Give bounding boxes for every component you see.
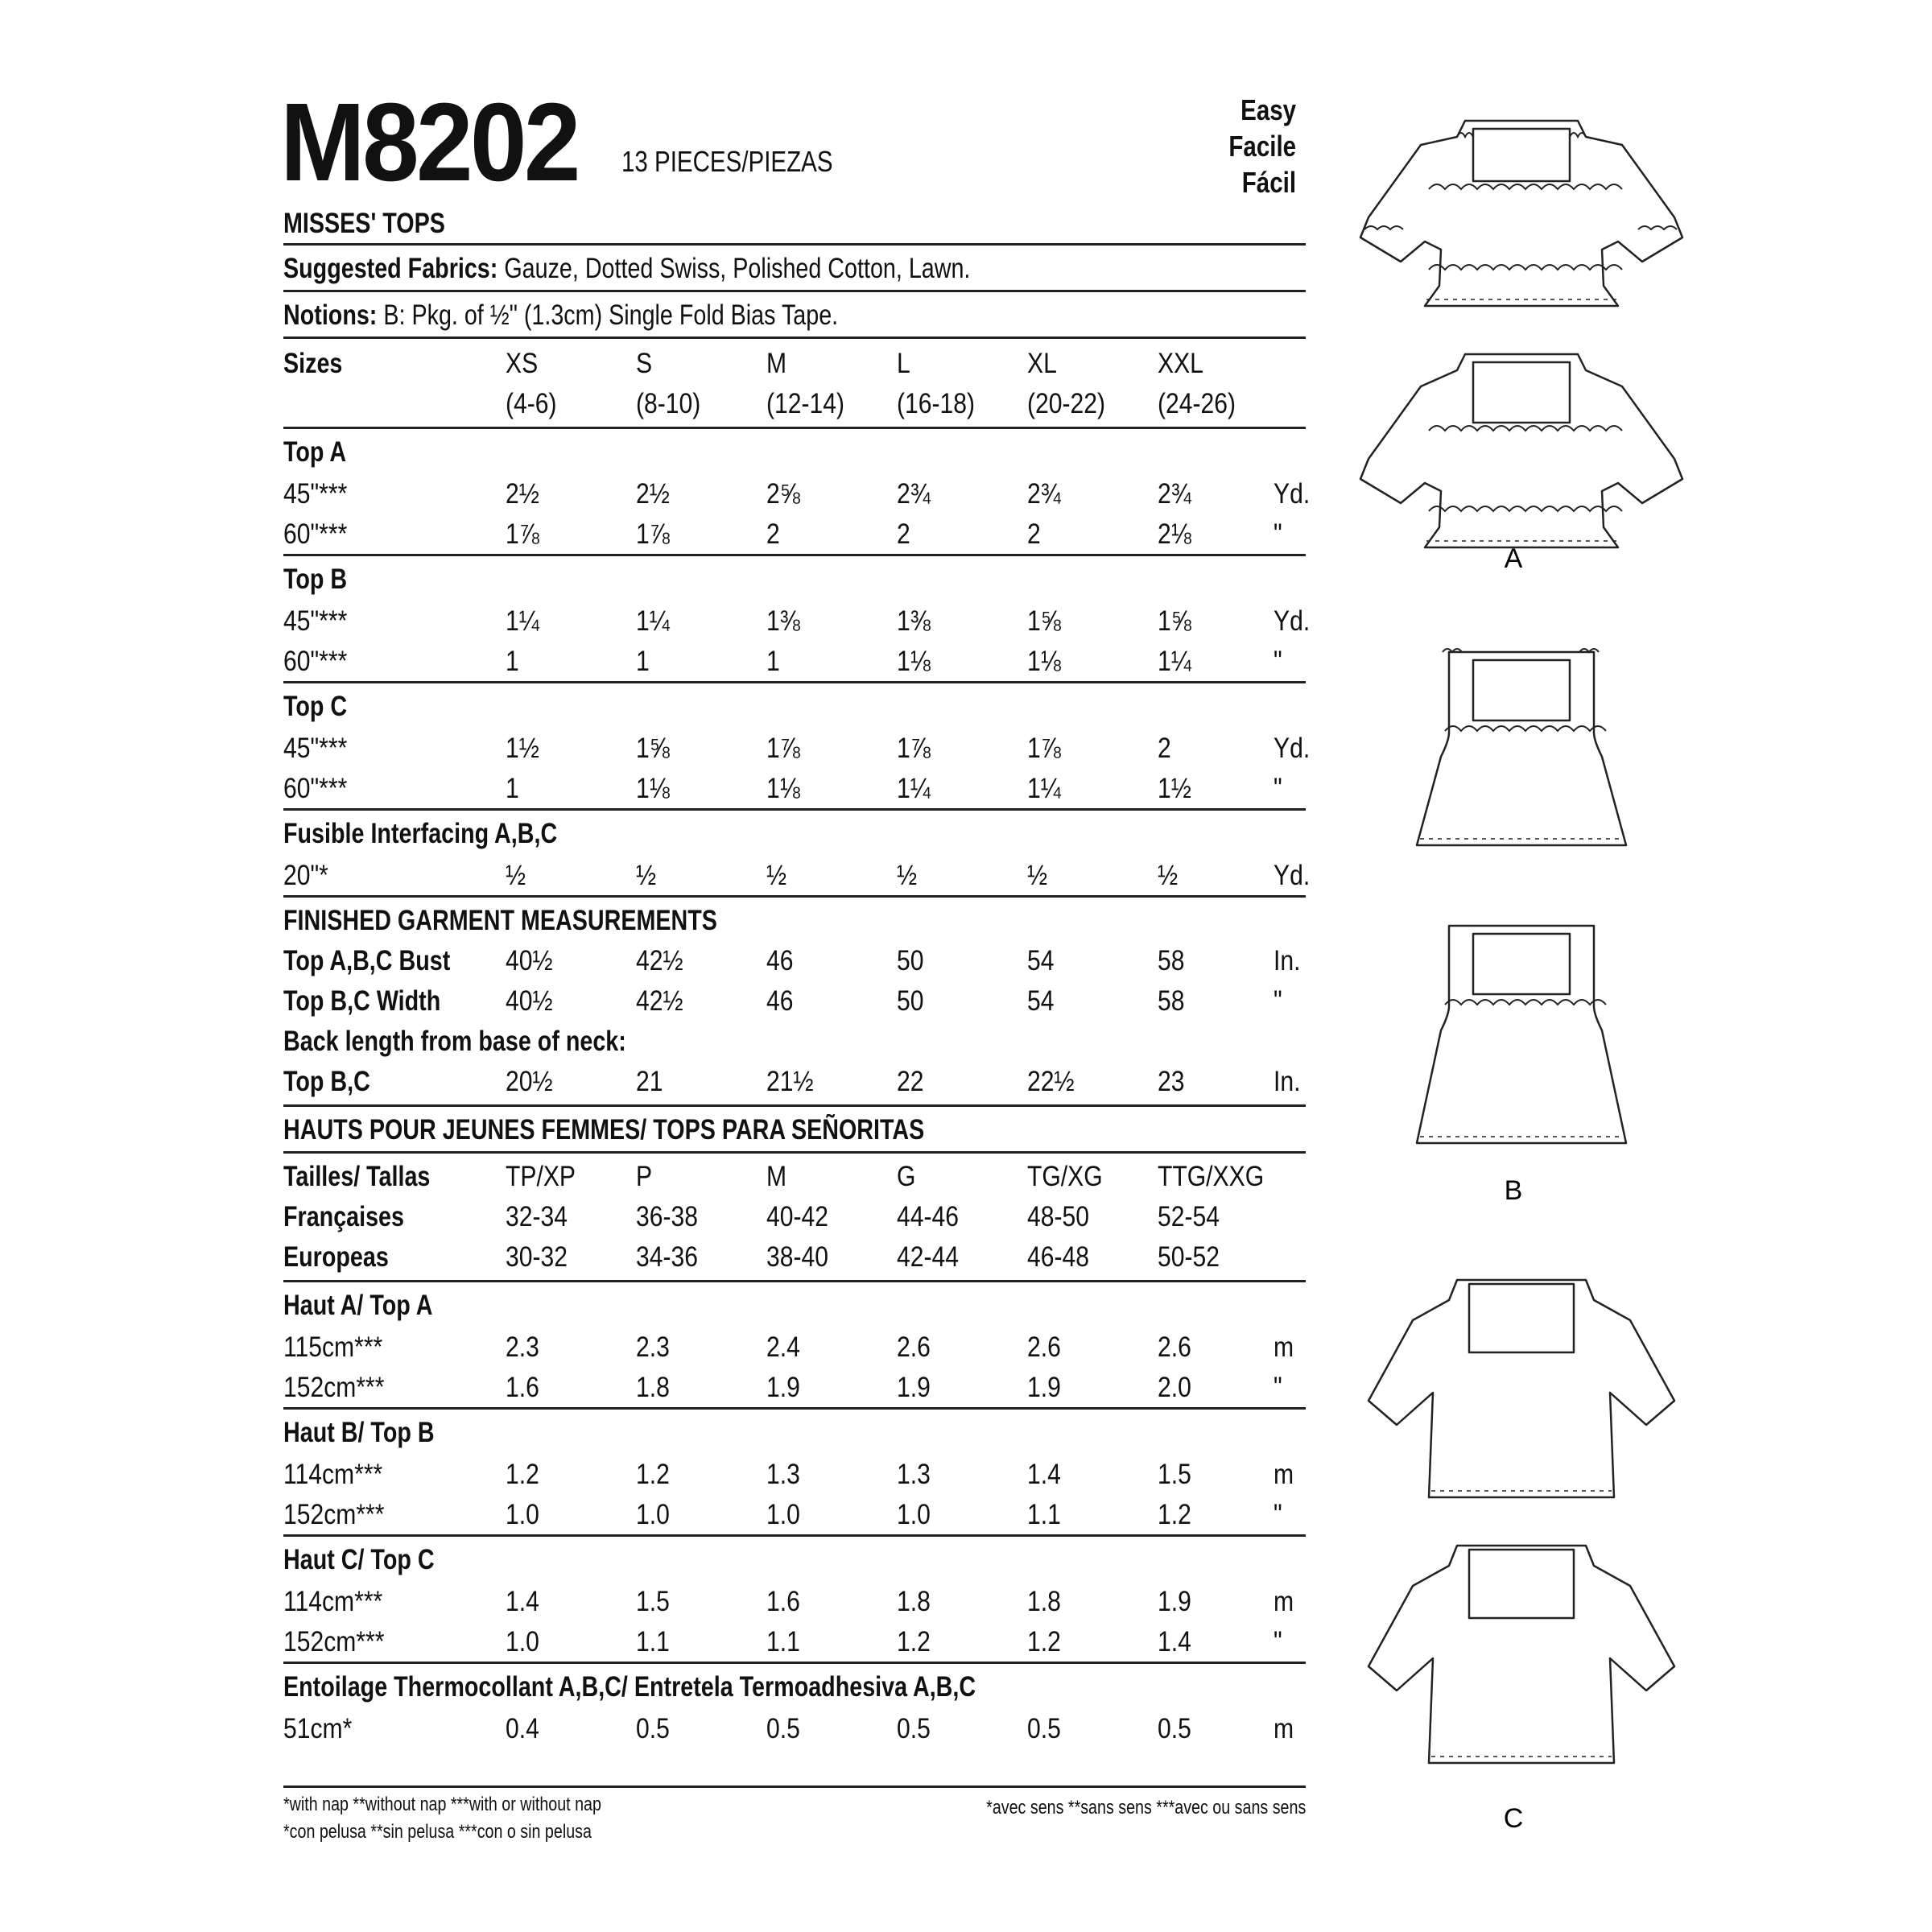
size-name: XS [506, 348, 539, 379]
europeas-value: 46-48 [1027, 1241, 1089, 1273]
haut-b-row-value: 1.4 [1027, 1459, 1061, 1490]
europeas-value: 30-32 [506, 1241, 568, 1273]
view-a-front-sketch [1360, 121, 1682, 306]
haut-b-row-value: 1.3 [897, 1459, 931, 1490]
haut-a-row-value: 2.6 [1027, 1331, 1061, 1363]
footnote-english: *with nap **without nap ***with or without nap [283, 1794, 601, 1815]
francaises-label: Françaises [283, 1201, 404, 1232]
francaises-value: 32-34 [506, 1201, 568, 1232]
haut-c-row-value: 1.6 [766, 1586, 800, 1617]
haut-a-row-value: 2.6 [897, 1331, 931, 1363]
sizes-label: Sizes [283, 348, 343, 379]
top-c-row-value: 1½ [506, 733, 539, 764]
haut-a-row-unit: " [1274, 1372, 1282, 1403]
size-name: XL [1027, 348, 1057, 379]
top-a-row-label: 60"*** [283, 518, 348, 550]
haut-b-row-value: 1.0 [897, 1499, 931, 1530]
haut-b-row-value: 1.0 [506, 1499, 539, 1530]
tailles-value: TG/XG [1027, 1161, 1103, 1192]
length-value: 22 [897, 1066, 924, 1097]
divider [283, 1407, 1306, 1410]
haut-a-row-label: 152cm*** [283, 1372, 385, 1403]
measurements-title: FINISHED GARMENT MEASUREMENTS [283, 905, 717, 936]
top-b-row-value: 1¼ [506, 605, 539, 637]
size-range: (24-26) [1158, 388, 1236, 419]
footnote-spanish: *con pelusa **sin pelusa ***con o sin pelusa [283, 1821, 592, 1843]
haut-c-row-label: 152cm*** [283, 1626, 385, 1657]
footnote-french: *avec sens **sans sens ***avec ou sans sens [985, 1797, 1306, 1818]
notions-label: Notions: [283, 299, 378, 331]
pattern-title: MISSES' TOPS [283, 208, 445, 239]
haut-b-row-label: 114cm*** [283, 1459, 383, 1490]
tailles-label: Tailles/ Tallas [283, 1161, 431, 1192]
top-a-row-value: 2½ [506, 478, 539, 510]
haut-c-row-value: 1.1 [766, 1626, 800, 1657]
haut-a-row-value: 2.4 [766, 1331, 800, 1363]
size-name: L [897, 348, 910, 379]
top-b-row-label: 60"*** [283, 646, 348, 677]
top-c-row-value: 1⅞ [1027, 733, 1061, 764]
interfacing-row-value: ½ [1027, 860, 1048, 891]
top-b-row-label: 45"*** [283, 605, 348, 637]
top-a-row-value: 2¾ [1158, 478, 1191, 510]
haut-a-row-label: 115cm*** [283, 1331, 383, 1363]
width-value: 42½ [636, 985, 683, 1017]
interfacing-row-value: ½ [1158, 860, 1179, 891]
width-value: 50 [897, 985, 924, 1017]
haut-c-row-value: 1.0 [506, 1626, 539, 1657]
divider [283, 1662, 1306, 1664]
interfacing-row-label: 20"* [283, 860, 328, 891]
difficulty-es: Fácil [1241, 166, 1296, 199]
entoilage-row-value: 0.4 [506, 1713, 539, 1744]
top-a-row-value: 2⅛ [1158, 518, 1191, 550]
interfacing-row-unit: Yd. [1274, 860, 1311, 891]
top-a-row-value: 2½ [636, 478, 670, 510]
bust-value: 46 [766, 945, 794, 976]
entoilage-row-value: 0.5 [1027, 1713, 1061, 1744]
haut-b-title: Haut B/ Top B [283, 1417, 435, 1448]
haut-a-row-value: 1.9 [897, 1372, 931, 1403]
europeas-value: 34-36 [636, 1241, 698, 1273]
haut-b-row-value: 1.2 [1158, 1499, 1191, 1530]
width-value: 40½ [506, 985, 553, 1017]
top-c-row-value: 1½ [1158, 773, 1191, 804]
notions [283, 299, 838, 332]
divider [283, 427, 1306, 429]
width-value: 58 [1158, 985, 1185, 1017]
haut-b-row-value: 1.2 [636, 1459, 670, 1490]
haut-c-row-unit: m [1274, 1586, 1294, 1617]
view-a-back-sketch [1360, 354, 1682, 547]
divider [283, 1785, 1306, 1788]
top-a-row-unit: Yd. [1274, 478, 1311, 510]
haut-a-row-unit: m [1274, 1331, 1294, 1363]
divider [283, 808, 1306, 811]
francaises-value: 36-38 [636, 1201, 698, 1232]
europeas-value: 50-52 [1158, 1241, 1220, 1273]
europeas-label: Europeas [283, 1241, 389, 1273]
divider [283, 1534, 1306, 1537]
size-range: (4-6) [506, 388, 557, 419]
top-a-row-value: 2¾ [1027, 478, 1061, 510]
length-value: 20½ [506, 1066, 553, 1097]
length-value: 23 [1158, 1066, 1185, 1097]
haut-a-row-value: 2.3 [636, 1331, 670, 1363]
interfacing-row-value: ½ [506, 860, 526, 891]
bust-value: 50 [897, 945, 924, 976]
top-a-title: Top A [283, 436, 347, 468]
bust-unit: In. [1274, 945, 1301, 976]
length-value: 21½ [766, 1066, 814, 1097]
haut-c-row-value: 1.2 [1027, 1626, 1061, 1657]
haut-b-row-unit: m [1274, 1459, 1294, 1490]
top-c-row-value: 1⅞ [897, 733, 931, 764]
top-b-row-value: 1⅛ [1027, 646, 1061, 677]
top-c-row-label: 45"*** [283, 733, 348, 764]
difficulty-en: Easy [1241, 93, 1296, 126]
view-label-c: C [1503, 1803, 1524, 1834]
divider [283, 243, 1306, 246]
top-a-row-value: 1⅞ [636, 518, 670, 550]
divider [283, 1151, 1306, 1154]
haut-c-row-value: 1.8 [897, 1586, 931, 1617]
tailles-value: G [897, 1161, 916, 1192]
pattern-number: M8202 [280, 80, 578, 204]
size-range: (16-18) [897, 388, 976, 419]
europeas-value: 42-44 [897, 1241, 959, 1273]
haut-a-row-value: 1.8 [636, 1372, 670, 1403]
francaises-value: 40-42 [766, 1201, 828, 1232]
bust-value: 54 [1027, 945, 1055, 976]
divider [283, 681, 1306, 683]
size-range: (8-10) [636, 388, 701, 419]
top-c-row-value: 1⅝ [636, 733, 670, 764]
top-b-row-value: 1 [766, 646, 780, 677]
width-value: 46 [766, 985, 794, 1017]
entoilage-row-value: 0.5 [1158, 1713, 1191, 1744]
fabrics-text: Gauze, Dotted Swiss, Polished Cotton, Lawn. [504, 253, 971, 284]
haut-b-row-value: 1.3 [766, 1459, 800, 1490]
size-range: (12-14) [766, 388, 845, 419]
divider [283, 895, 1306, 898]
top-b-row-unit: " [1274, 646, 1282, 677]
haut-c-row-label: 114cm*** [283, 1586, 383, 1617]
top-c-row-value: 1¼ [897, 773, 931, 804]
top-b-row-unit: Yd. [1274, 605, 1311, 637]
top-b-row-value: 1¼ [636, 605, 670, 637]
notions-text: B: Pkg. of ½" (1.3cm) Single Fold Bias Tape. [383, 299, 839, 331]
entoilage-row-unit: m [1274, 1713, 1294, 1744]
top-b-row-value: 1⅜ [897, 605, 931, 637]
top-c-row-unit: " [1274, 773, 1282, 804]
bust-value: 40½ [506, 945, 553, 976]
europeas-value: 38-40 [766, 1241, 828, 1273]
divider [283, 336, 1306, 339]
top-a-row-value: 2 [1027, 518, 1041, 550]
top-b-row-value: 1¼ [1158, 646, 1191, 677]
size-range: (20-22) [1027, 388, 1106, 419]
suggested-fabrics [283, 253, 970, 285]
top-c-title: Top C [283, 691, 348, 722]
top-b-row-value: 1⅝ [1027, 605, 1061, 637]
top-b-title: Top B [283, 564, 348, 595]
haut-c-row-value: 1.8 [1027, 1586, 1061, 1617]
haut-a-row-value: 2.3 [506, 1331, 539, 1363]
tailles-value: TP/XP [506, 1161, 576, 1192]
divider [283, 1104, 1306, 1107]
francaises-value: 52-54 [1158, 1201, 1220, 1232]
top-a-row-unit: " [1274, 518, 1282, 550]
top-b-row-value: 1 [506, 646, 519, 677]
size-name: S [636, 348, 653, 379]
top-b-row-value: 1⅛ [897, 646, 931, 677]
haut-a-title: Haut A/ Top A [283, 1290, 433, 1321]
top-c-row-value: 1⅛ [766, 773, 800, 804]
haut-a-row-value: 2.0 [1158, 1372, 1191, 1403]
interfacing-row-value: ½ [636, 860, 657, 891]
top-c-row-value: 1¼ [1027, 773, 1061, 804]
tailles-value: M [766, 1161, 787, 1192]
haut-c-row-value: 1.4 [506, 1586, 539, 1617]
bust-label: Top A,B,C Bust [283, 945, 451, 976]
entoilage-row-label: 51cm* [283, 1713, 353, 1744]
length-value: 21 [636, 1066, 663, 1097]
entoilage-title: Entoilage Thermocollant A,B,C/ Entretela Termoadhesiva A,B,C [283, 1671, 976, 1703]
interfacing-row-value: ½ [897, 860, 918, 891]
width-value: 54 [1027, 985, 1055, 1017]
view-b-front-sketch [1417, 649, 1626, 845]
top-a-row-value: 2 [766, 518, 780, 550]
top-c-row-label: 60"*** [283, 773, 348, 804]
view-b-back-sketch [1417, 926, 1626, 1143]
tailles-value: P [636, 1161, 653, 1192]
haut-a-row-value: 1.9 [766, 1372, 800, 1403]
interfacing-title: Fusible Interfacing A,B,C [283, 818, 558, 849]
haut-a-row-value: 1.9 [1027, 1372, 1061, 1403]
fabrics-label: Suggested Fabrics: [283, 253, 498, 284]
top-c-row-value: 1⅞ [766, 733, 800, 764]
divider [283, 290, 1306, 292]
view-label-b: B [1504, 1175, 1523, 1206]
francaises-value: 44-46 [897, 1201, 959, 1232]
back-length-label: Back length from base of neck: [283, 1026, 626, 1057]
haut-a-row-value: 2.6 [1158, 1331, 1191, 1363]
top-a-row-value: 2 [897, 518, 910, 550]
top-c-row-value: 1⅛ [636, 773, 670, 804]
top-c-row-value: 1 [506, 773, 519, 804]
haut-a-row-value: 1.6 [506, 1372, 539, 1403]
top-b-row-value: 1⅝ [1158, 605, 1191, 637]
haut-c-row-unit: " [1274, 1626, 1282, 1657]
haut-b-row-value: 1.5 [1158, 1459, 1191, 1490]
top-a-row-value: 2¾ [897, 478, 931, 510]
top-a-row-label: 45"*** [283, 478, 348, 510]
size-name: M [766, 348, 787, 379]
view-c-front-sketch [1368, 1280, 1674, 1497]
bust-value: 42½ [636, 945, 683, 976]
width-unit: " [1274, 985, 1282, 1017]
top-b-row-value: 1 [636, 646, 650, 677]
top-c-row-value: 2 [1158, 733, 1171, 764]
difficulty-fr: Facile [1228, 130, 1296, 163]
haut-b-row-value: 1.0 [766, 1499, 800, 1530]
haut-c-row-value: 1.2 [897, 1626, 931, 1657]
top-c-row-unit: Yd. [1274, 733, 1311, 764]
top-a-row-value: 1⅞ [506, 518, 539, 550]
haut-b-row-value: 1.1 [1027, 1499, 1061, 1530]
metric-title: HAUTS POUR JEUNES FEMMES/ TOPS PARA SEÑORITAS [283, 1114, 925, 1146]
tailles-value: TTG/XXG [1158, 1161, 1265, 1192]
divider [283, 1280, 1306, 1282]
haut-c-title: Haut C/ Top C [283, 1544, 435, 1575]
haut-c-row-value: 1.1 [636, 1626, 670, 1657]
length-label: Top B,C [283, 1066, 370, 1097]
view-label-a: A [1504, 543, 1523, 574]
haut-b-row-unit: " [1274, 1499, 1282, 1530]
size-name: XXL [1158, 348, 1203, 379]
haut-b-row-label: 152cm*** [283, 1499, 385, 1530]
piece-count: 13 PIECES/PIEZAS [621, 145, 833, 178]
haut-c-row-value: 1.4 [1158, 1626, 1191, 1657]
entoilage-row-value: 0.5 [897, 1713, 931, 1744]
interfacing-row-value: ½ [766, 860, 787, 891]
width-label: Top B,C Width [283, 985, 441, 1017]
view-c-back-sketch [1368, 1546, 1674, 1763]
length-value: 22½ [1027, 1066, 1075, 1097]
top-b-row-value: 1⅜ [766, 605, 800, 637]
length-unit: In. [1274, 1066, 1301, 1097]
francaises-value: 48-50 [1027, 1201, 1089, 1232]
garment-illustrations [1352, 97, 1690, 1852]
haut-c-row-value: 1.5 [636, 1586, 670, 1617]
entoilage-row-value: 0.5 [636, 1713, 670, 1744]
haut-b-row-value: 1.0 [636, 1499, 670, 1530]
top-a-row-value: 2⅝ [766, 478, 800, 510]
bust-value: 58 [1158, 945, 1185, 976]
divider [283, 554, 1306, 556]
haut-b-row-value: 1.2 [506, 1459, 539, 1490]
entoilage-row-value: 0.5 [766, 1713, 800, 1744]
haut-c-row-value: 1.9 [1158, 1586, 1191, 1617]
